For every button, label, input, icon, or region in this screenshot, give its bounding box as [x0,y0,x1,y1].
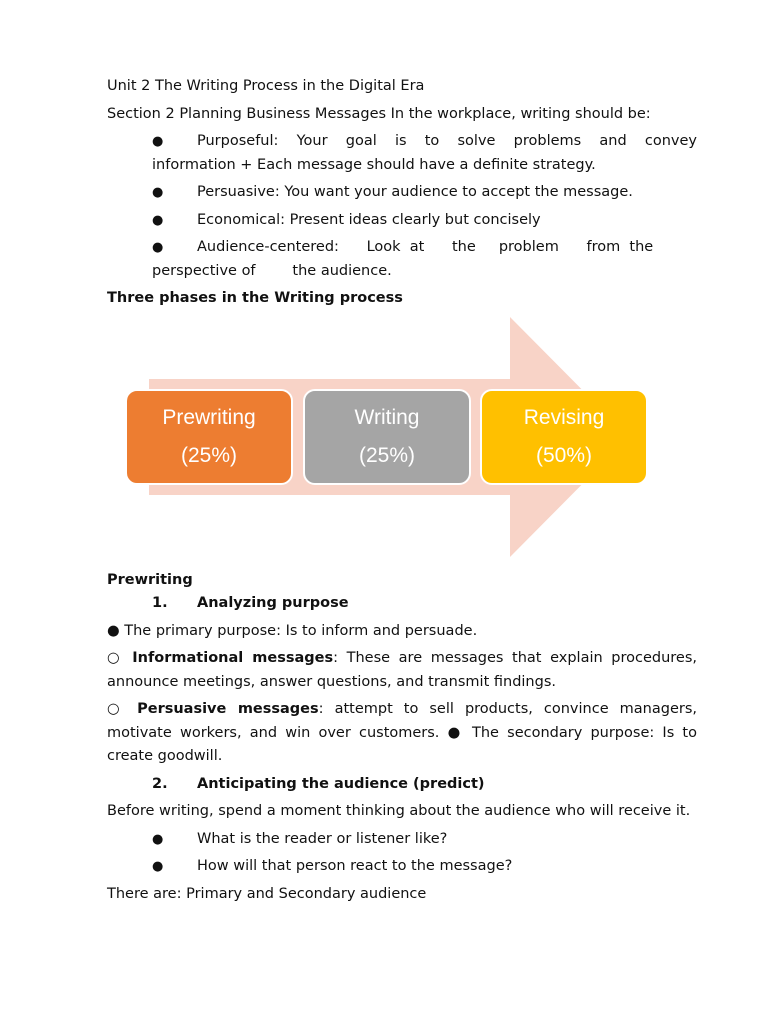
list-item-purposeful: ● Purposeful: Your goal is to solve problems and convey information + Each message should have a definite strategy. [152,130,697,177]
writing-process-diagram [107,317,697,565]
persuasive-messages: ○ Persuasive messages: attempt to sell products, convince managers, motivate workers, and win over customers. ● The secondary purpose: Is to create goodwill. [107,701,697,764]
document-page [107,75,697,906]
phase-share: (25%) [180,443,238,467]
bullet-icon: ● [152,134,164,149]
prewriting-heading: Prewriting [107,571,193,588]
audience-types: There are: Primary and Secondary audience [107,885,427,902]
unit-title: Unit 2 The Writing Process in the Digital Era [107,78,425,94]
list-item-economical: ● Economical: Present ideas clearly but concisely [152,209,697,233]
list-item-persuasive: ● Persuasive: You want your audience to accept the message. [152,181,697,205]
informational-messages: ○ Informational messages: These are messages that explain procedures, announce meetings, answer questions, and transmit findings. [107,650,698,690]
phase-name: Writing [354,405,420,429]
phase-share: (50%) [535,443,593,467]
phases-heading: Three phases in the Writing process [107,290,403,306]
phase-box-revising [480,389,648,485]
primary-purpose: ● The primary purpose: Is to inform and persuade. [107,622,478,639]
phase-box-writing [303,389,471,485]
phase-box-prewriting [125,389,293,485]
phase-share: (25%) [358,443,416,467]
bullet-icon: ● [152,212,164,228]
step-anticipating-audience: 2. Anticipating the audience (predict) [152,775,485,792]
question-item: ● What is the reader or listener like? [152,828,697,852]
phase-name: Revising [523,405,605,429]
section-intro: Section 2 Planning Business Messages In the workplace, writing should be: [107,105,651,122]
bullet-icon: ● [152,240,164,255]
before-writing-text: Before writing, spend a moment thinking about the audience who will receive it. [107,803,691,819]
step-analyzing-purpose: 1. Analyzing purpose [152,595,349,611]
bullet-icon: ● [152,185,164,200]
list-item-audience-centered: ● Audience-centered: Look at the problem from the perspective of the audience. [152,236,697,283]
bullet-icon: ● [152,859,164,874]
phase-name: Prewriting [162,405,256,429]
question-item: ● How will that person react to the message? [152,855,697,879]
bullet-icon: ● [152,831,164,847]
